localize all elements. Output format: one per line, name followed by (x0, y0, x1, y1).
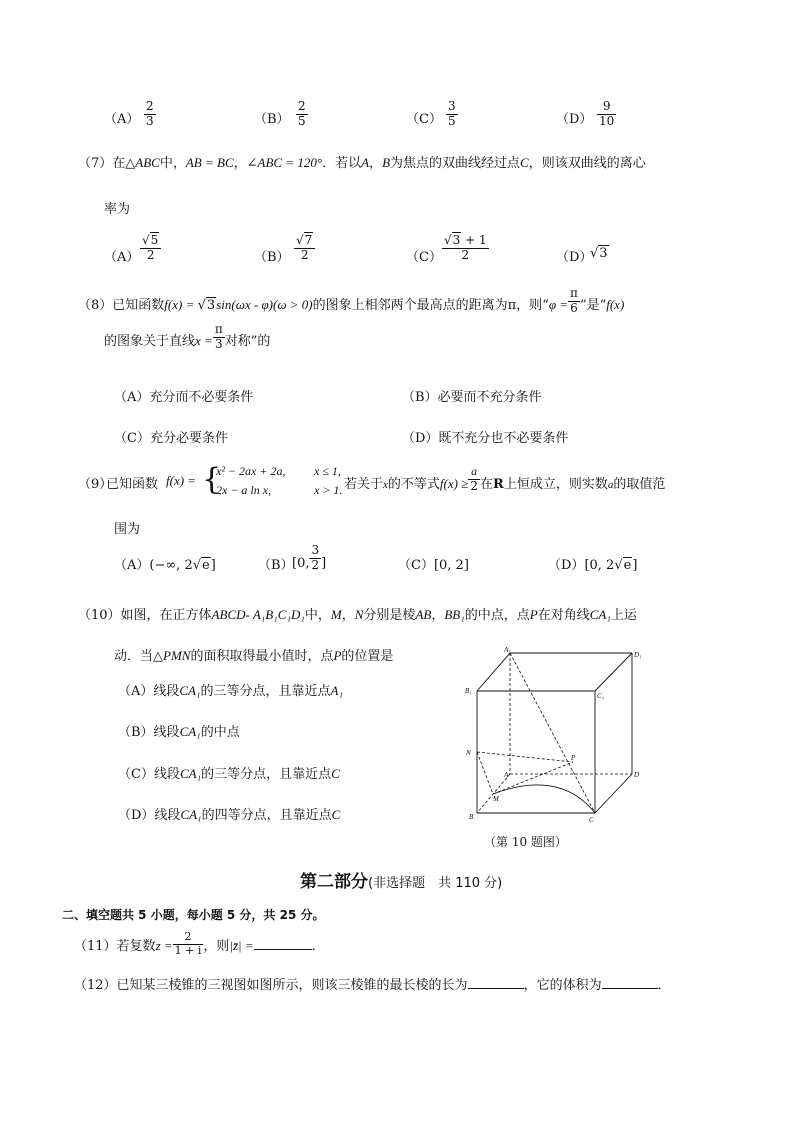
label-c: C (589, 816, 594, 824)
q11-answer-blank[interactable] (254, 949, 312, 950)
part2-title: 第二部分 (300, 872, 368, 892)
q8-phi-value: $\frac{\pi}{6}$ (570, 286, 578, 315)
q11 (74, 930, 325, 969)
q7-option-d-label: （D） (556, 250, 593, 265)
q9-option-b-label: （B） (258, 558, 294, 573)
q7-text: ．若以 (322, 156, 362, 171)
q6-option-d-value: $\frac{9}{10}$ (599, 99, 615, 128)
q6-option-c-label: （C） (406, 112, 442, 127)
q9-function: f(x) = (166, 473, 197, 488)
q8-stem-line2 (104, 322, 271, 352)
section-2-heading: 二、填空题共 5 小题，每小题 5 分，共 25 分。 (62, 908, 325, 922)
q9-option-a: （A）(−∞, 2√e] (114, 558, 216, 573)
q7-option-d-value: √3 (590, 246, 608, 261)
q7-options (104, 234, 624, 274)
q7-option-c-value: $\frac{√3 + 1}{2}$ (444, 233, 487, 262)
q10-text: 在对角线 (537, 608, 590, 623)
q8-radical: 3 (206, 298, 216, 313)
q6-option-c-value: $\frac{3}{5}$ (448, 99, 456, 128)
q8-function: f(x) = (164, 297, 198, 312)
q8-text: 对称”的 (224, 334, 271, 349)
q7-text: 中， (159, 156, 186, 171)
q12-answer-blank-2[interactable] (602, 988, 658, 989)
q9-text: 已知函数 (106, 477, 159, 492)
q10-text: 的中点，点 (464, 608, 530, 623)
q9-stem-tail: 若关于x的不等式f(x) ≥ $\frac{a}{2}$ 在R上恒成立，则实数a的取值范 (344, 464, 666, 493)
edge-a1b1 (477, 653, 510, 691)
label-m: M (493, 795, 499, 803)
q12 (74, 974, 671, 993)
q10-text: 的面积取得最小值时，点 (190, 649, 334, 664)
q8-option-d: （D）既不充分也不必要条件 (402, 431, 569, 446)
q8-text: 的图象关于直线 (104, 334, 196, 349)
q8-text: 的图象上相邻两个最高点的距离为 (312, 298, 508, 313)
q10-triangle: PMN (163, 648, 191, 663)
q7-option-c-label: （C） (406, 250, 442, 265)
q7-text: ， (369, 156, 383, 171)
q11-text: ，则 (203, 939, 230, 954)
edge-cd (595, 774, 632, 813)
part2-header (300, 867, 502, 892)
segment-nm (477, 752, 493, 794)
q9-case1: x² − 2ax + 2a, (216, 464, 286, 478)
label-b: B (469, 813, 474, 821)
q8-number: （8） (78, 298, 113, 313)
q12-end: ． (657, 978, 671, 993)
q7-point: A (361, 155, 370, 170)
q10-point: P (333, 648, 342, 663)
q7-stem (78, 152, 646, 171)
q8-text: ”是“ (579, 298, 607, 313)
q8-fx: f(x) (606, 297, 625, 312)
q10-cube: ABCD- A₁B₁C₁D₁ (211, 607, 305, 622)
diagonal-ca1 (510, 653, 595, 813)
q6-option-a-value: $\frac{2}{3}$ (146, 99, 154, 128)
q11-text: 若复数 (116, 939, 156, 954)
q6-option-b-value: $\frac{2}{5}$ (298, 99, 306, 128)
label-a1: A₁ (504, 646, 511, 654)
q10-number: （10） (78, 608, 121, 623)
part2-subtitle: (非选择题 共 110 分) (368, 876, 503, 891)
q8-x-value: $\frac{\pi}{3}$ (214, 322, 223, 351)
q10-point: N (354, 607, 364, 622)
q7-text: ， (233, 156, 247, 171)
label-d: D (634, 771, 640, 779)
edge-d1c1 (595, 653, 632, 691)
q9-cond1: x ≤ 1, (314, 464, 341, 478)
q9-stem-line2: 围为 (114, 522, 141, 537)
q10-stem (78, 604, 637, 623)
label-d1: D₁ (634, 651, 642, 659)
q7-stem-line2: 率为 (104, 202, 131, 217)
q6-options (104, 100, 624, 138)
q8-pi: π (507, 298, 517, 313)
segment-np (477, 752, 573, 762)
q10-text: ， (431, 608, 445, 623)
q9-option-b: [0, $\frac{3}{2}$ ] (292, 543, 327, 572)
q7-angle: ∠ABC = 120° (246, 155, 323, 170)
q10-text: 上运 (610, 608, 637, 623)
q9-brace: { (202, 462, 222, 497)
q9-case2: 2x − a ln x, (216, 483, 272, 497)
q10-option-a: （A）线段CA₁的三等分点，且靠近点A₁ (118, 683, 344, 699)
q11-number: （11） (74, 939, 117, 954)
q11-fraction: $\frac{2}{1 + i}$ (174, 930, 202, 957)
q10-edge: AB (415, 607, 432, 622)
q7-option-b-label: （B） (254, 250, 290, 265)
q8-text: 已知函数 (112, 298, 165, 313)
q10-stem-line2 (114, 645, 393, 664)
q6-option-a-label: （A） (104, 112, 140, 127)
label-p: P (571, 754, 576, 762)
q9-stem (78, 464, 728, 504)
q10-text: 中， (304, 608, 331, 623)
q7-number: （7） (78, 156, 113, 171)
label-c1: C₁ (597, 692, 605, 700)
label-n: N (466, 749, 471, 757)
curve-mc (493, 785, 595, 813)
q10-diagonal: CA₁ (589, 607, 611, 622)
q8-phi: φ = (548, 297, 569, 312)
label-b1: B₁ (465, 687, 472, 695)
q11-z: z = (155, 938, 173, 953)
cube-figure (460, 644, 660, 826)
q10-text: 的位置是 (341, 649, 394, 664)
q7-point: B (382, 155, 391, 170)
q12-answer-blank-1[interactable] (468, 988, 524, 989)
q10-text: ， (341, 608, 355, 623)
q10-option-d: （D）线段CA₁的四等分点，且靠近点C (118, 807, 341, 823)
q10-edge: BB₁ (444, 607, 465, 622)
q7-option-b-value: $\frac{√7}{2}$ (294, 234, 315, 263)
q11-abs: |z̄| = (229, 938, 254, 953)
q10-option-b: （B）线段CA₁的中点 (118, 724, 240, 740)
q6-option-d-label: （D） (556, 112, 593, 127)
q7-equation: AB = BC (185, 155, 234, 170)
q8-x-eq: x = (195, 333, 213, 348)
q10-text: 分别是棱 (363, 608, 416, 623)
q7-triangle: ABC (135, 155, 160, 170)
q8-function: sin(ωx - φ)(ω > 0) (216, 297, 313, 312)
q7-text: 在△ (112, 156, 136, 171)
q7-text: 为焦点的双曲线经过点 (390, 156, 521, 171)
q8-text: ，则“ (516, 298, 549, 313)
q6-option-b-label: （B） (254, 112, 290, 127)
q10-text: 动．当△ (114, 649, 163, 664)
q10-option-c: （C）线段CA₁的三等分点，且靠近点C (118, 766, 340, 782)
q9-cond2: x > 1. (314, 483, 343, 497)
q10-point: P (529, 607, 538, 622)
q10-text: 如图，在正方体 (120, 608, 212, 623)
q12-number: （12） (74, 978, 117, 993)
q10-point: M (330, 607, 342, 622)
q12-text: ，它的体积为 (523, 978, 602, 993)
q8-option-b: （B）必要而不充分条件 (402, 390, 542, 405)
q7-option-a-label: （A） (104, 250, 140, 265)
q8-option-a: （A）充分而不必要条件 (114, 390, 254, 405)
q8-option-c: （C）充分必要条件 (114, 431, 228, 446)
label-a: A (504, 771, 509, 779)
q12-text: 已知某三棱锥的三视图如图所示，则该三棱锥的最长棱的长为 (116, 978, 468, 993)
q7-text: ，则该双曲线的离心 (528, 156, 646, 171)
q9-options (114, 544, 654, 580)
q7-option-a-value: $\frac{√5}{2}$ (140, 234, 161, 263)
q9-number: （9） (78, 477, 113, 492)
q11-end: ． (311, 939, 325, 954)
q10-figure-caption: （第 10 题图） (484, 835, 567, 849)
q8-stem: （8）已知函数f(x) = √3sin(ωx - φ)(ω > 0)的图象上相邻两个最高点的距离为π，则“φ = $\frac{\pi}{6}$ ”是“f(x) (78, 286, 625, 315)
q7-point: C (520, 155, 529, 170)
q9-option-c: （C）[0, 2] (398, 558, 469, 573)
q9-option-d: （D）[0, 2√e] (548, 558, 638, 573)
